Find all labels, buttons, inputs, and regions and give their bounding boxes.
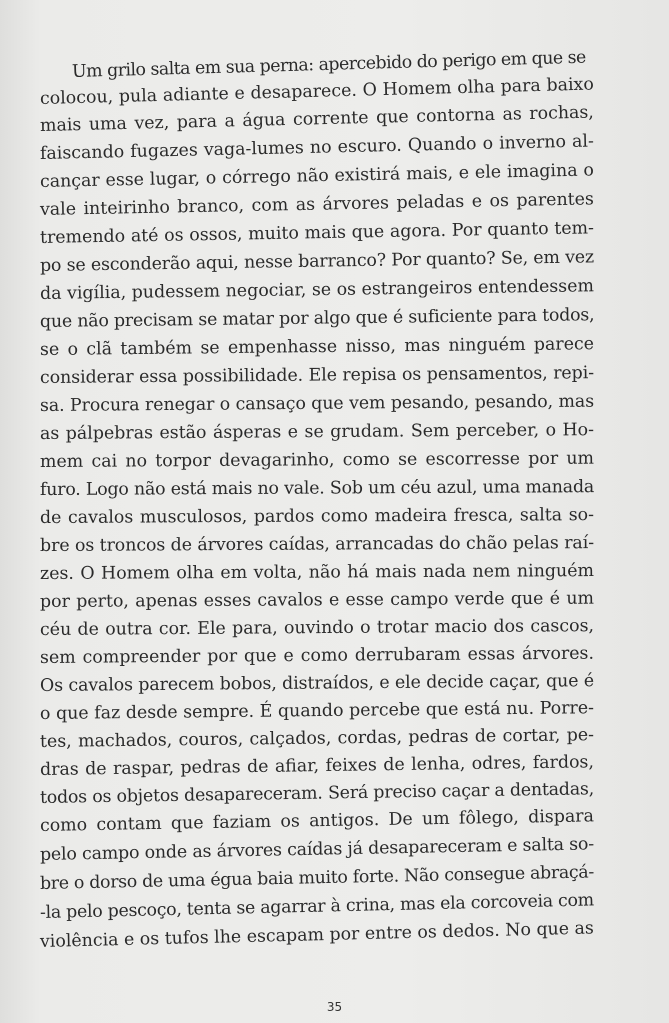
text-line: se o clã também se empenhasse nisso, mas ninguém parece	[39, 334, 595, 360]
text-line: de cavalos musculosos, pardos como madeira fresca, salta so-	[39, 505, 595, 528]
text-line: -la pelo pescoço, tenta se agarrar à crina, mas ela corcoveia com	[39, 890, 595, 923]
text-line: considerar essa possibilidade. Ele repisa os pensamentos, repi-	[39, 363, 595, 388]
text-line: por perto, apenas esses cavalos e esse campo verde que é um	[39, 588, 595, 612]
text-line: como contam que faziam os antigos. De um fôlego, dispara	[39, 806, 595, 836]
text-line: bre os troncos de árvores caídas, arrancadas do chão pelas raí-	[39, 533, 595, 556]
text-line: Um grilo salta em sua perna: apercebido do perigo em que se	[71, 47, 587, 82]
text-line: sem compreender por que e como derrubaram essas árvores.	[39, 643, 595, 668]
text-line: todos os objetos desapareceram. Será preciso caçar a dentadas,	[39, 779, 595, 808]
text-line: da vigília, pudessem negociar, se os estrangeiros entendessem	[39, 276, 595, 304]
text-line: furo. Logo não está mais no vale. Sob um céu azul, uma manada	[39, 477, 595, 500]
text-line: céu de outra cor. Ele para, ouvindo o trotar macio dos cascos,	[39, 616, 595, 640]
text-line: as pálpebras estão ásperas e se grudam. Sem perceber, o Ho-	[39, 420, 595, 444]
text-line: sa. Procura renegar o cansaço que vem pesando, pesando, mas	[39, 391, 595, 416]
text-line: mem cai no torpor devagarinho, como se escorresse por um	[39, 448, 595, 472]
text-line: que não precisam se matar por algo que é suficiente para todos,	[39, 305, 595, 332]
text-line: zes. O Homem olha em volta, não há mais nada nem ninguém	[39, 561, 595, 584]
text-line: bre o dorso de uma égua baia muito forte. Não consegue abraçá-	[39, 862, 595, 894]
text-line: po se esconderão aqui, nesse barranco? Por quanto? Se, em vez	[39, 247, 595, 276]
text-line: tes, machados, couros, calçados, cordas, pedras de cortar, pe-	[39, 725, 595, 752]
text-line: dras de raspar, pedras de afiar, feixes de lenha, odres, fardos,	[39, 752, 595, 780]
text-line: Os cavalos parecem bobos, distraídos, e ele decide caçar, que é	[39, 671, 595, 696]
page-number: 35	[326, 1000, 343, 1014]
text-line: tremendo até os ossos, muito mais que agora. Por quanto tem-	[39, 218, 595, 248]
text-line: violência e os tufos lhe escapam por entre os dedos. No que as	[39, 918, 595, 952]
text-line: colocou, pula adiante e desaparece. O Homem olha para baixo	[39, 74, 595, 109]
text-line: cançar esse lugar, o córrego não existirá mais, e ele imagina o	[39, 160, 595, 192]
text-line: o que faz desde sempre. É quando percebe que está nu. Porre-	[39, 698, 595, 724]
text-line: mais uma vez, para a água corrente que contorna as rochas,	[39, 102, 595, 136]
text-line: pelo campo onde as árvores caídas já desapareceram e salta so-	[39, 834, 595, 865]
text-line: vale inteirinho branco, com as árvores peladas e os parentes	[39, 189, 595, 220]
text-line: faiscando fugazes vaga-lumes no escuro. Quando o inverno al-	[39, 131, 595, 164]
